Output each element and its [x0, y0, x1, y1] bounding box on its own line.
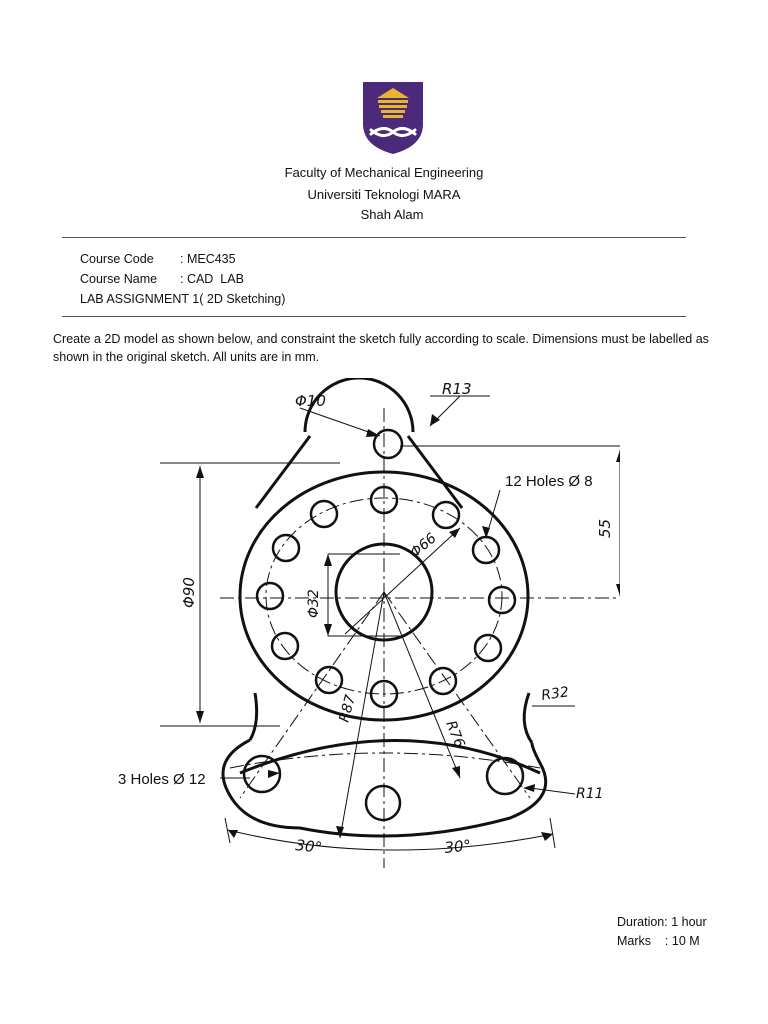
dim-55-label: 55 — [596, 518, 614, 538]
dim-phi90-label: Φ90 — [180, 577, 198, 608]
course-code-value: : MEC435 — [180, 252, 236, 266]
course-name-label: Course Name — [80, 272, 158, 286]
dim-r11-label: R11 — [576, 786, 604, 802]
dim-r32-label: R32 — [540, 684, 570, 704]
angle-right-label: 30° — [443, 836, 472, 857]
university-logo-icon — [361, 80, 425, 156]
instructions-text: Create a 2D model as shown below, and constraint the sketch fully according to scale. Dimensions must be labelled as shown in the original sketch. All units are in mm. — [53, 332, 709, 364]
dim-phi32-label: Φ32 — [306, 589, 322, 618]
course-code-label: Course Code — [80, 252, 154, 266]
university-name: Universiti Teknologi MARA — [307, 187, 461, 202]
faculty-name: Faculty of Mechanical Engineering — [284, 165, 484, 180]
campus-name: Shah Alam — [360, 207, 424, 222]
course-name-value: : CAD LAB — [180, 272, 244, 286]
bottom-divider — [62, 316, 686, 317]
marks-text: Marks : 10 M — [617, 934, 700, 948]
dim-r13-label: R13 — [442, 380, 472, 398]
dim-r76-label: R76 — [442, 718, 468, 751]
technical-drawing — [100, 378, 620, 878]
assignment-title: LAB ASSIGNMENT 1( 2D Sketching) — [80, 292, 286, 306]
duration-text: Duration: 1 hour — [617, 915, 707, 929]
dim-phi66-label: Φ66 — [407, 530, 440, 562]
note-3-holes: 3 Holes Ø 12 — [118, 771, 206, 788]
angle-left-label: 30° — [294, 836, 323, 857]
dim-phi10-label: Φ10 — [295, 392, 326, 410]
top-divider — [62, 237, 686, 238]
dim-r87-label: R87 — [336, 693, 359, 725]
note-12-holes: 12 Holes Ø 8 — [505, 473, 593, 490]
